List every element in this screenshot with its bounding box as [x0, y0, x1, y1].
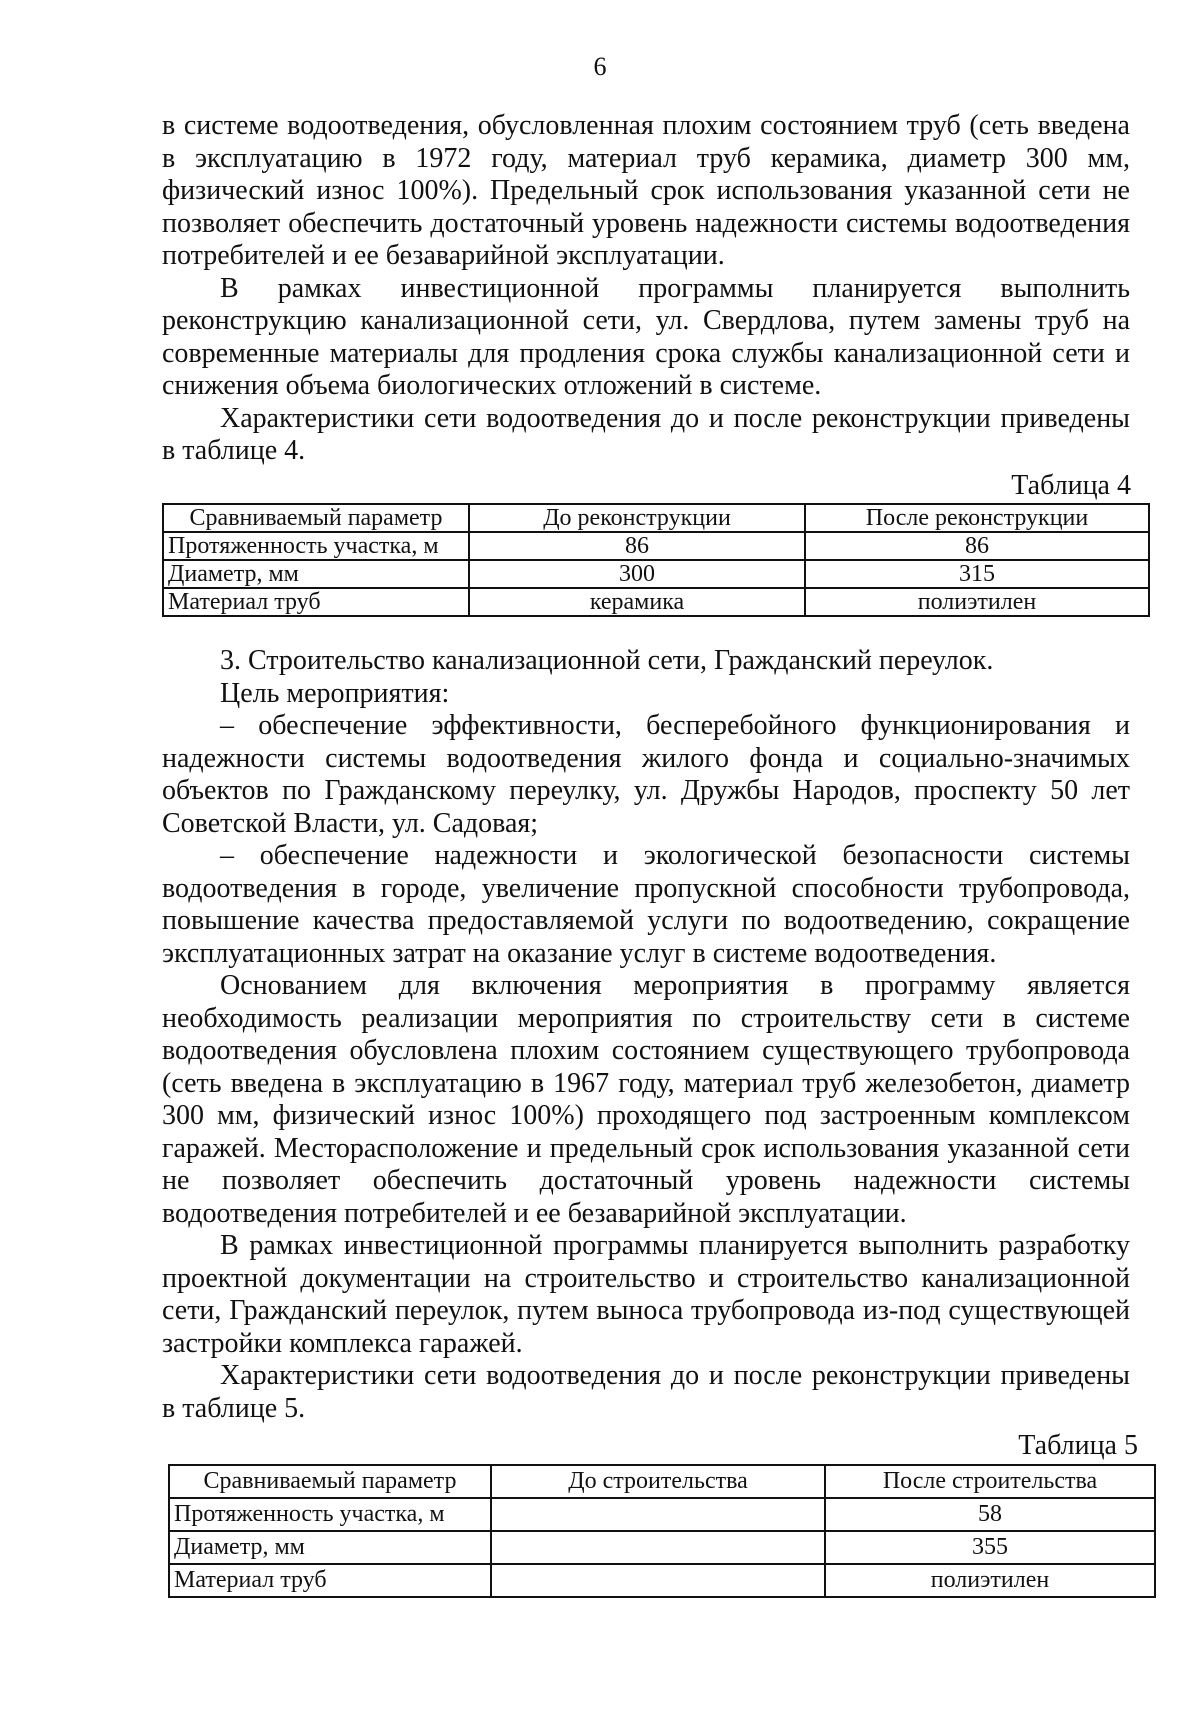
table-cell: Протяженность участка, м	[163, 532, 469, 560]
table-cell: 315	[805, 560, 1149, 588]
table-row	[169, 1564, 1155, 1597]
table-cell: Диаметр, мм	[169, 1531, 491, 1564]
paragraph-program-plan: В рамках инвестиционной программы планируется выполнить реконструкцию канализационной сети, ул. Свердлова, путем замены труб на современные материалы для продления срока службы канализационной сети и снижения объема биологических отложений в системе.	[162, 272, 1130, 401]
table-header-cell: После строительства	[825, 1465, 1155, 1498]
table-header-cell: До строительства	[491, 1465, 825, 1498]
page-number: 6	[593, 52, 607, 81]
goal-label: Цель мероприятия:	[220, 677, 450, 709]
table5	[168, 1464, 1156, 1598]
table-header-cell: Сравниваемый параметр	[169, 1465, 491, 1498]
paragraph-basis: Основанием для включения мероприятия в программу является необходимость реализации мероприятия по строительству сети в системе водоотведения обусловлена плохим состоянием существующего трубопровода (сеть введена в эксплуатацию в 1967 году, материал труб железобетон, диаметр 300 мм, физический износ 100%) проходящего под застроенным комплексом гаражей. Месторасположение и предельный срок использования указанной сети не позволяет обеспечить достаточный уровень надежности системы водоотведения потребителей и ее безаварийной эксплуатации.	[162, 970, 1130, 1229]
table-cell	[491, 1531, 825, 1564]
table-row	[163, 588, 1149, 616]
table-cell: 86	[469, 532, 805, 560]
section3-text-block	[162, 645, 1130, 1425]
table-row	[163, 532, 1149, 560]
table-cell: 86	[805, 532, 1149, 560]
goal-item: – обеспечение эффективности, бесперебойного функционирования и надежности системы водоотведения жилого фонда и социально-значимых объектов по Гражданскому переулку, ул. Дружбы Народов, проспекту 50 лет Советской Власти, ул. Садовая;	[162, 710, 1130, 839]
table-header-row	[163, 504, 1149, 532]
table4	[162, 503, 1150, 617]
table-cell: 355	[825, 1531, 1155, 1564]
table-cell: полиэтилен	[825, 1564, 1155, 1597]
section-heading: 3. Строительство канализационной сети, Гражданский переулок.	[220, 645, 994, 676]
table-cell: полиэтилен	[805, 588, 1149, 616]
table-row	[169, 1531, 1155, 1564]
table-cell: 300	[469, 560, 805, 588]
paragraph-table5-reference: Характеристики сети водоотведения до и после реконструкции приведены в таблице 5.	[162, 1360, 1130, 1424]
paragraph-condition: в системе водоотведения, обусловленная плохим состоянием труб (сеть введена в эксплуатацию в 1972 году, материал труб керамика, диаметр 300 мм, физический износ 100%). Предельный срок использования указанной сети не позволяет обеспечить достаточный уровень надежности системы водоотведения потребителей и ее безаварийной эксплуатации.	[162, 110, 1130, 271]
table-cell: 58	[825, 1498, 1155, 1531]
table5-caption: Таблица 5	[1018, 1430, 1138, 1461]
table-cell: Материал труб	[169, 1564, 491, 1597]
table-header-cell: Сравниваемый параметр	[163, 504, 469, 532]
intro-text-block	[162, 110, 1130, 468]
table-header-row	[169, 1465, 1155, 1498]
table-header-cell: После реконструкции	[805, 504, 1149, 532]
paragraph-table4-reference: Характеристики сети водоотведения до и после реконструкции приведены в таблице 4.	[162, 402, 1130, 466]
table-row	[169, 1498, 1155, 1531]
table4-caption: Таблица 4	[1011, 470, 1131, 501]
table-cell: Диаметр, мм	[163, 560, 469, 588]
table-cell: Материал труб	[163, 588, 469, 616]
table-cell: Протяженность участка, м	[169, 1498, 491, 1531]
table-cell	[491, 1498, 825, 1531]
goal-item: – обеспечение надежности и экологической безопасности системы водоотведения в городе, увеличение пропускной способности трубопровода, повышение качества предоставляемой услуги по водоотведению, сокращение эксплуатационных затрат на оказание услуг в системе водоотведения.	[162, 840, 1130, 969]
table-cell: керамика	[469, 588, 805, 616]
table-header-cell: До реконструкции	[469, 504, 805, 532]
table-cell	[491, 1564, 825, 1597]
paragraph-construction-plan: В рамках инвестиционной программы планируется выполнить разработку проектной документации на строительство и строительство канализационной сети, Гражданский переулок, путем выноса трубопровода из-под существующей застройки комплекса гаражей.	[162, 1230, 1130, 1359]
table-row	[163, 560, 1149, 588]
